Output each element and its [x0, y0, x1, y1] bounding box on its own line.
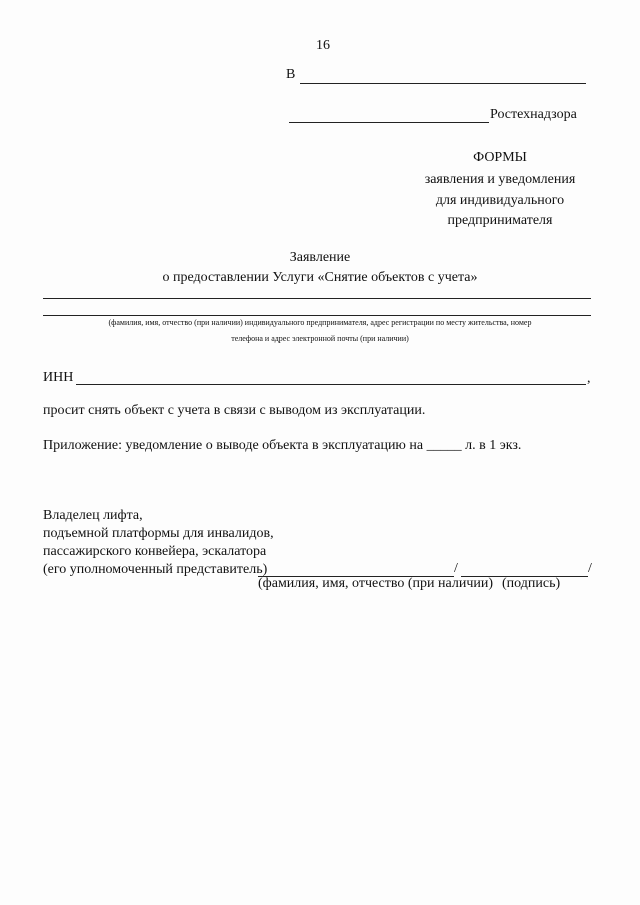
page-number: 16 [316, 38, 330, 53]
authority-line [289, 122, 489, 123]
applicant-caption-2: телефона и адрес электронной почты (при наличии) [231, 334, 409, 343]
applicant-line-2 [43, 315, 591, 316]
forms-subtitle-1: заявления и уведомления [424, 172, 576, 187]
owner-line-4: (его уполномоченный представитель) [43, 562, 268, 577]
applicant-line-1 [43, 298, 591, 299]
owner-line-1: Владелец лифта, [43, 508, 143, 523]
attachment-text: Приложение: уведомление о выводе объекта в эксплуатацию на _____ л. в 1 экз. [43, 438, 522, 453]
owner-line-3: пассажирского конвейера, эскалатора [43, 544, 267, 559]
forms-subtitle-3: предпринимателя [447, 213, 553, 228]
owner-line-2: подъемной платформы для инвалидов, [43, 526, 274, 541]
request-text: просит снять объект с учета в связи с выводом из эксплуатации. [43, 403, 426, 418]
inn-label: ИНН [43, 370, 74, 385]
signature-name-caption: (фамилия, имя, отчество (при наличии) [258, 576, 494, 591]
inn-end: , [587, 371, 591, 386]
applicant-caption-1: (фамилия, имя, отчество (при наличии) индивидуального предпринимателя, адрес регистрации по месту жительства, номер [108, 318, 532, 327]
addressee-line [300, 83, 586, 84]
forms-title: ФОРМЫ [473, 150, 527, 165]
rostekhnadzor-text: Ростехнадзора [490, 107, 577, 122]
statement-title: Заявление [289, 250, 351, 265]
inn-line [76, 384, 586, 385]
signature-slash-1: / [454, 561, 458, 576]
forms-subtitle-2: для индивидуального [435, 193, 565, 208]
addressee-prefix: В [286, 67, 296, 82]
signature-sign-caption: (подпись) [502, 576, 561, 591]
statement-subtitle: о предоставлении Услуги «Снятие объектов с учета» [162, 270, 478, 285]
signature-slash-2: / [588, 561, 592, 576]
